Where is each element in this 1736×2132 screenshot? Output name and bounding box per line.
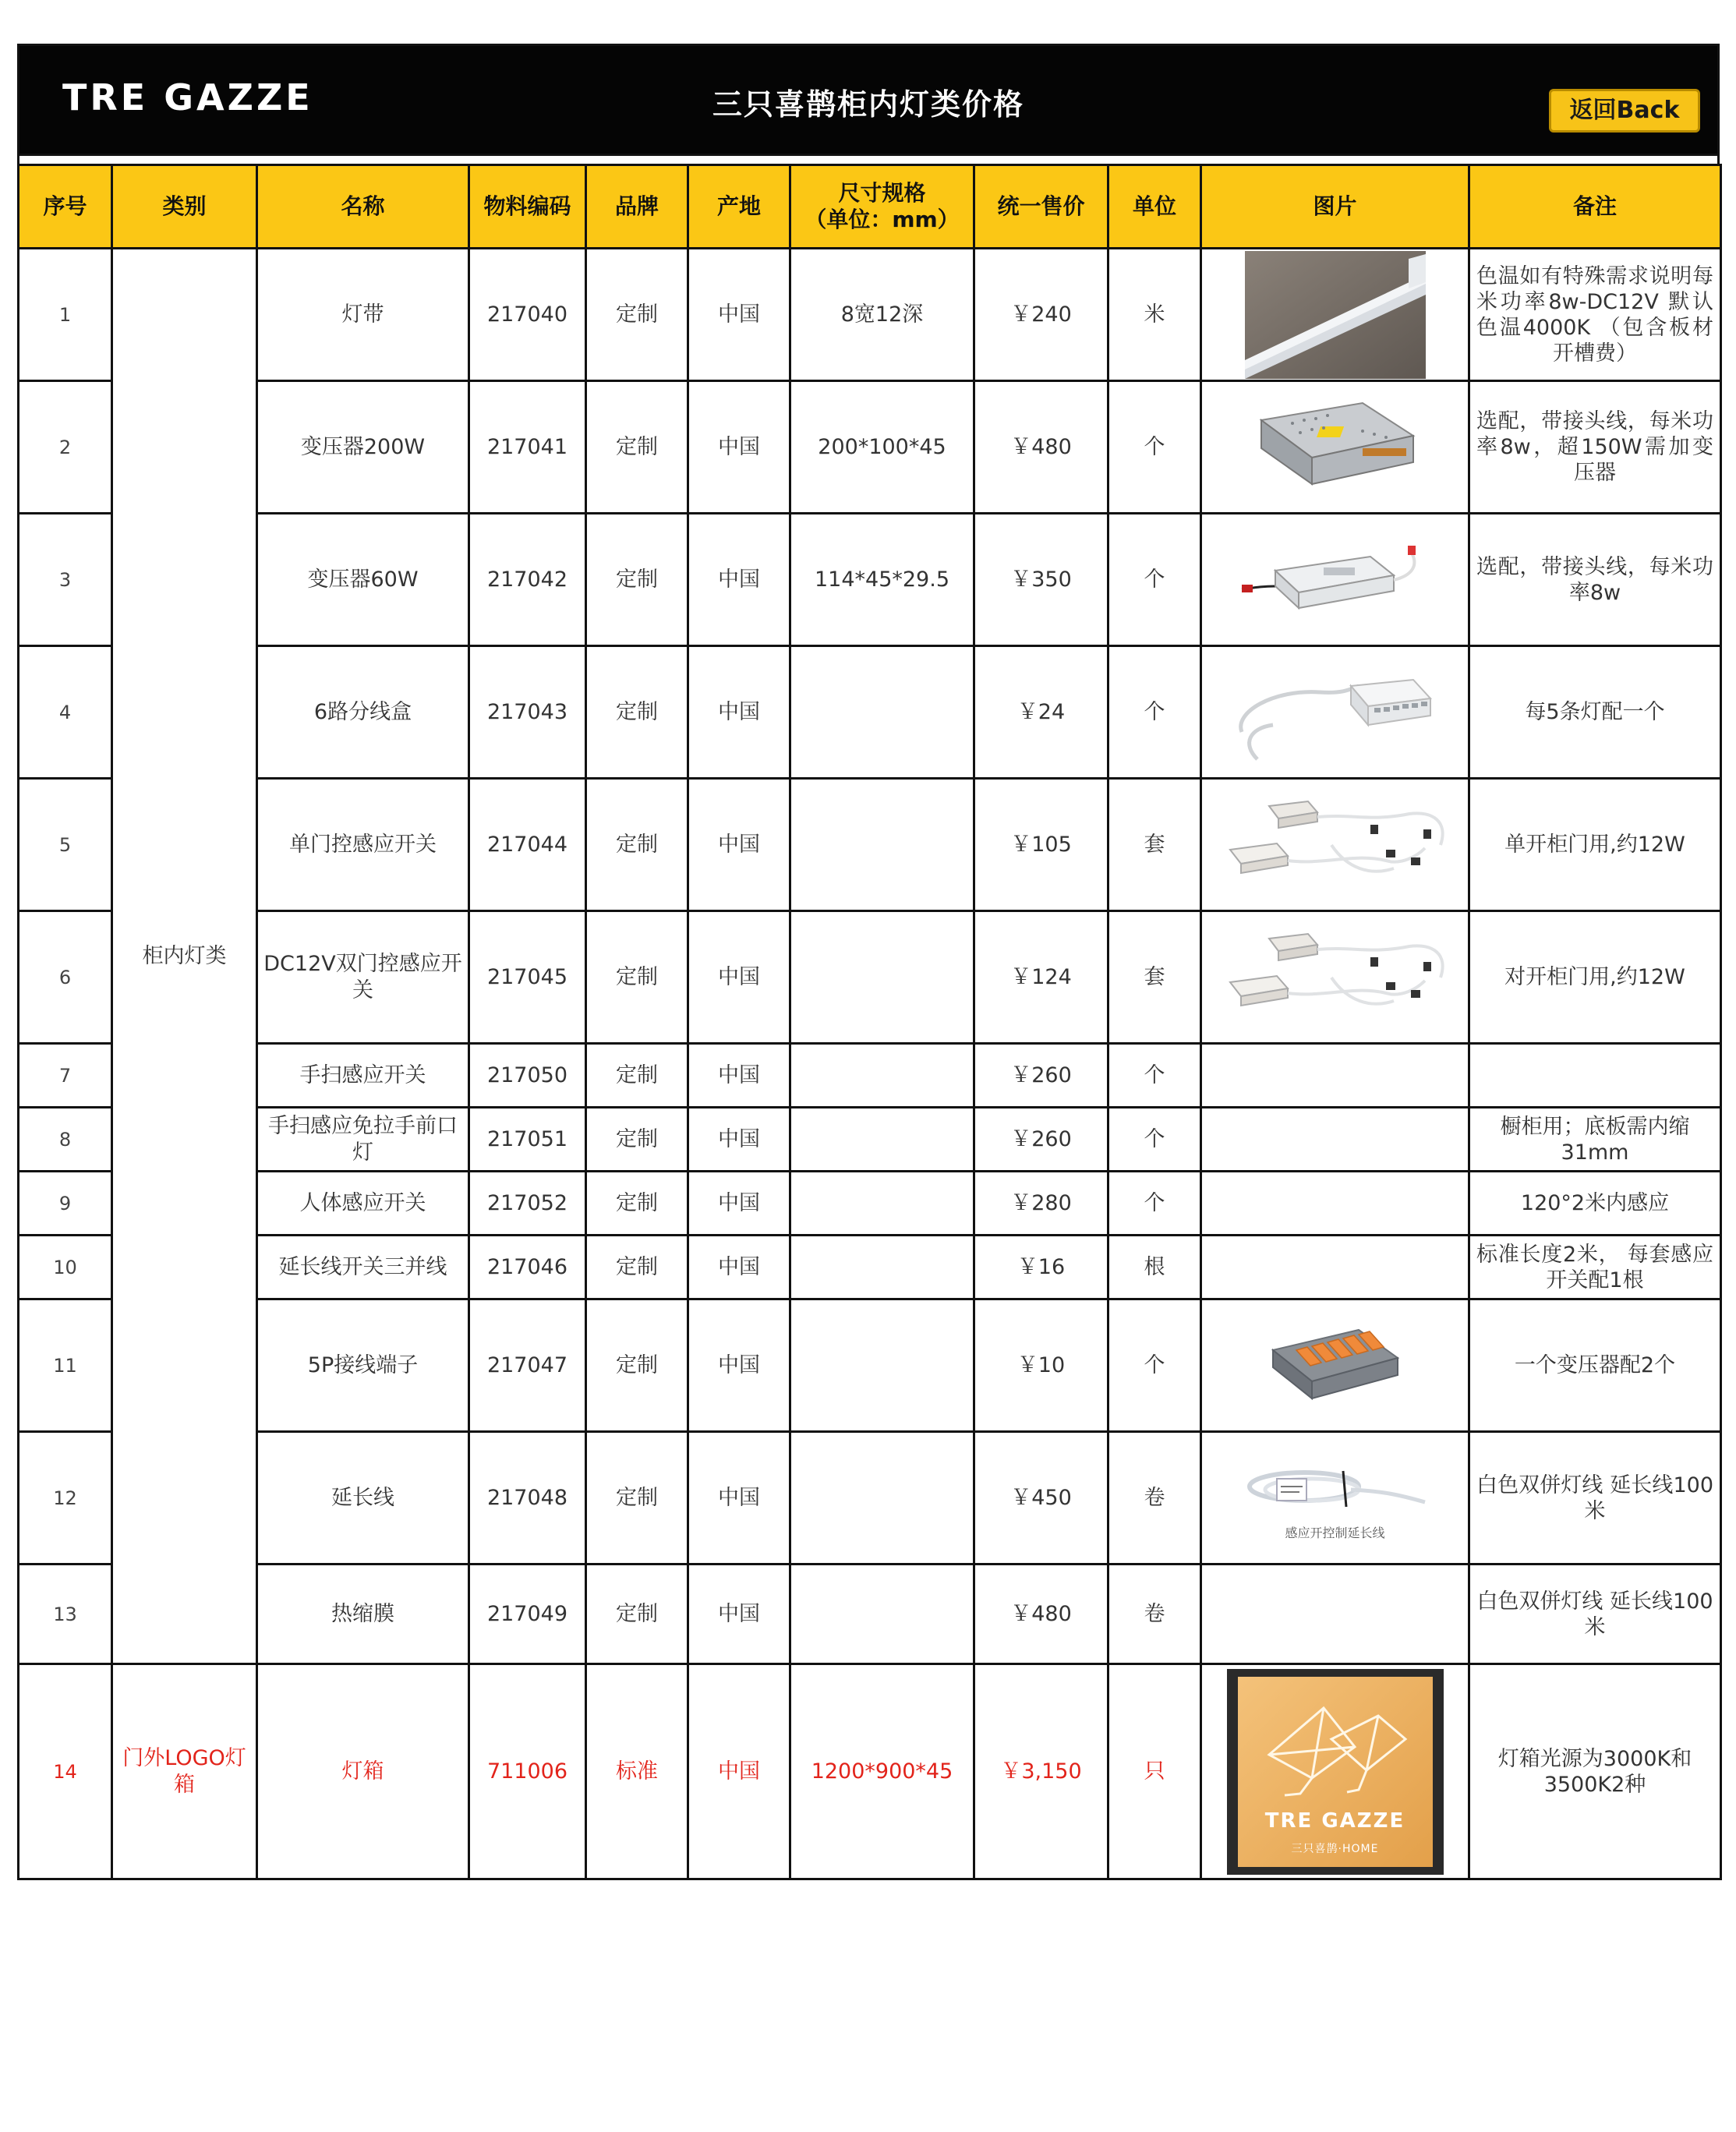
cell-price: ￥124 xyxy=(974,911,1108,1044)
cell-size xyxy=(790,779,974,911)
cell-code: 217051 xyxy=(469,1108,586,1172)
table-row xyxy=(19,646,1721,779)
cell-note: 橱柜用；底板需内缩31mm xyxy=(1469,1108,1721,1172)
cell-no: 13 xyxy=(19,1565,112,1664)
cell-name: 灯带 xyxy=(257,249,469,381)
cell-unit: 卷 xyxy=(1108,1432,1201,1565)
cell-unit: 个 xyxy=(1108,381,1201,514)
cell-unit: 套 xyxy=(1108,779,1201,911)
cell-origin: 中国 xyxy=(688,779,790,911)
cell-image xyxy=(1201,1044,1469,1108)
cell-origin: 中国 xyxy=(688,249,790,381)
cell-code: 217043 xyxy=(469,646,586,779)
cell-size xyxy=(790,1432,974,1565)
cell-origin: 中国 xyxy=(688,1044,790,1108)
transformer-60w-image xyxy=(1238,541,1433,619)
col-category: 类别 xyxy=(112,165,257,249)
cell-unit: 个 xyxy=(1108,1108,1201,1172)
cell-note: 标准长度2米， 每套感应开关配1根 xyxy=(1469,1236,1721,1299)
cell-size: 200*100*45 xyxy=(790,381,974,514)
cell-brand: 定制 xyxy=(586,381,688,514)
cell-image xyxy=(1201,249,1469,381)
cell-unit: 卷 xyxy=(1108,1565,1201,1664)
junction-box-image xyxy=(1226,658,1444,767)
cell-brand: 标准 xyxy=(586,1664,688,1879)
table-row xyxy=(19,1432,1721,1565)
cell-brand: 定制 xyxy=(586,1108,688,1172)
col-image: 图片 xyxy=(1201,165,1469,249)
cell-origin: 中国 xyxy=(688,1664,790,1879)
cell-unit: 个 xyxy=(1108,646,1201,779)
cell-code: 217041 xyxy=(469,381,586,514)
cell-unit: 个 xyxy=(1108,1172,1201,1236)
cell-no: 7 xyxy=(19,1044,112,1108)
table-row xyxy=(19,1664,1721,1879)
col-code: 物料编码 xyxy=(469,165,586,249)
cell-image xyxy=(1201,911,1469,1044)
double-door-switch-image xyxy=(1214,923,1456,1032)
cell-price: ￥280 xyxy=(974,1172,1108,1236)
cell-note: 每5条灯配一个 xyxy=(1469,646,1721,779)
lightbox-subtext: 三只喜鹊·HOME xyxy=(1291,1842,1379,1855)
cell-image xyxy=(1201,1299,1469,1432)
cell-price: ￥450 xyxy=(974,1432,1108,1565)
cell-unit: 个 xyxy=(1108,1044,1201,1108)
cell-no: 14 xyxy=(19,1664,112,1879)
cell-price: ￥3,150 xyxy=(974,1664,1108,1879)
cell-no: 5 xyxy=(19,779,112,911)
cell-code: 217045 xyxy=(469,911,586,1044)
cell-origin: 中国 xyxy=(688,514,790,646)
table-row xyxy=(19,911,1721,1044)
extension-cable-image xyxy=(1242,1455,1429,1526)
cell-size xyxy=(790,911,974,1044)
cell-size xyxy=(790,646,974,779)
cell-note: 单开柜门用,约12W xyxy=(1469,779,1721,911)
cell-no: 8 xyxy=(19,1108,112,1172)
cell-no: 12 xyxy=(19,1432,112,1565)
cell-origin: 中国 xyxy=(688,1565,790,1664)
cell-note: 对开柜门用,约12W xyxy=(1469,911,1721,1044)
cell-image xyxy=(1201,646,1469,779)
cell-origin: 中国 xyxy=(688,1108,790,1172)
cell-size: 1200*900*45 xyxy=(790,1664,974,1879)
cable-caption: 感应开控制延长线 xyxy=(1285,1525,1385,1540)
cell-image xyxy=(1201,1108,1469,1172)
table-row xyxy=(19,1565,1721,1664)
col-unit: 单位 xyxy=(1108,165,1201,249)
cell-image xyxy=(1201,1664,1469,1879)
table-row xyxy=(19,779,1721,911)
cell-origin: 中国 xyxy=(688,646,790,779)
cell-code: 217048 xyxy=(469,1432,586,1565)
cell-no: 6 xyxy=(19,911,112,1044)
cell-price: ￥480 xyxy=(974,381,1108,514)
cell-brand: 定制 xyxy=(586,249,688,381)
cell-code: 217050 xyxy=(469,1044,586,1108)
cell-name: 灯箱 xyxy=(257,1664,469,1879)
cell-origin: 中国 xyxy=(688,911,790,1044)
cell-brand: 定制 xyxy=(586,514,688,646)
cell-price: ￥480 xyxy=(974,1565,1108,1664)
cell-size xyxy=(790,1299,974,1432)
cell-name: 6路分线盒 xyxy=(257,646,469,779)
cell-note: 灯箱光源为3000K和3500K2种 xyxy=(1469,1664,1721,1879)
cell-unit: 个 xyxy=(1108,514,1201,646)
page-title: 三只喜鹊柜内灯类价格 xyxy=(712,87,1024,122)
cell-price: ￥10 xyxy=(974,1299,1108,1432)
cell-note: 色温如有特殊需求说明每米功率8w-DC12V 默认色温4000K （包含板材开槽费） xyxy=(1469,249,1721,381)
cell-origin: 中国 xyxy=(688,1299,790,1432)
cell-price: ￥24 xyxy=(974,646,1108,779)
cell-brand: 定制 xyxy=(586,1299,688,1432)
cell-origin: 中国 xyxy=(688,1172,790,1236)
cell-brand: 定制 xyxy=(586,911,688,1044)
cell-name: 变压器60W xyxy=(257,514,469,646)
cell-brand: 定制 xyxy=(586,1236,688,1299)
cell-name: 手扫感应免拉手前口灯 xyxy=(257,1108,469,1172)
cell-name: 热缩膜 xyxy=(257,1565,469,1664)
cell-image xyxy=(1201,779,1469,911)
cell-code: 217047 xyxy=(469,1299,586,1432)
cell-brand: 定制 xyxy=(586,1432,688,1565)
cell-code: 217040 xyxy=(469,249,586,381)
terminal-image xyxy=(1257,1319,1413,1412)
cell-no: 10 xyxy=(19,1236,112,1299)
cell-no: 1 xyxy=(19,249,112,381)
cell-note: 白色双併灯线 延长线100米 xyxy=(1469,1432,1721,1565)
cell-image xyxy=(1201,514,1469,646)
cell-brand: 定制 xyxy=(586,1172,688,1236)
cell-name: 5P接线端子 xyxy=(257,1299,469,1432)
led-strip-image xyxy=(1245,251,1426,379)
cell-size: 8宽12深 xyxy=(790,249,974,381)
cell-price: ￥16 xyxy=(974,1236,1108,1299)
col-size xyxy=(790,165,974,249)
table-row xyxy=(19,1044,1721,1108)
price-sheet xyxy=(17,44,1720,1880)
cell-code: 217042 xyxy=(469,514,586,646)
cell-no: 4 xyxy=(19,646,112,779)
back-button[interactable]: 返回Back xyxy=(1549,89,1700,133)
cell-code: 217044 xyxy=(469,779,586,911)
col-no: 序号 xyxy=(19,165,112,249)
cell-name: DC12V双门控感应开关 xyxy=(257,911,469,1044)
cell-image xyxy=(1201,381,1469,514)
table-row xyxy=(19,514,1721,646)
cell-name: 单门控感应开关 xyxy=(257,779,469,911)
header-gap xyxy=(17,156,1720,164)
cell-brand: 定制 xyxy=(586,646,688,779)
cell-size xyxy=(790,1236,974,1299)
cell-size xyxy=(790,1108,974,1172)
header-bar xyxy=(17,44,1720,156)
cell-category: 柜内灯类 xyxy=(112,249,257,1664)
cell-code: 217052 xyxy=(469,1172,586,1236)
cell-size xyxy=(790,1172,974,1236)
table-row xyxy=(19,1236,1721,1299)
cell-size xyxy=(790,1565,974,1664)
cell-no: 2 xyxy=(19,381,112,514)
cell-note: 选配，带接头线，每米功率8w，超150W需加变压器 xyxy=(1469,381,1721,514)
col-size-line2: （单位：mm） xyxy=(804,207,960,232)
cell-size: 114*45*29.5 xyxy=(790,514,974,646)
cell-origin: 中国 xyxy=(688,1432,790,1565)
col-brand: 品牌 xyxy=(586,165,688,249)
cell-price: ￥240 xyxy=(974,249,1108,381)
cell-origin: 中国 xyxy=(688,381,790,514)
lightbox-logo-text: TRE GAZZE xyxy=(1264,1808,1405,1833)
col-price: 统一售价 xyxy=(974,165,1108,249)
col-size-line1: 尺寸规格 xyxy=(838,180,926,206)
cell-unit: 个 xyxy=(1108,1299,1201,1432)
cell-name: 变压器200W xyxy=(257,381,469,514)
cell-unit: 只 xyxy=(1108,1664,1201,1879)
door-switch-image xyxy=(1214,790,1456,900)
table-row xyxy=(19,249,1721,381)
transformer-200w-image xyxy=(1246,397,1425,498)
cell-brand: 定制 xyxy=(586,1565,688,1664)
lightbox-panel xyxy=(1238,1677,1433,1867)
table-row xyxy=(19,381,1721,514)
cell-note xyxy=(1469,1044,1721,1108)
table-row xyxy=(19,1299,1721,1432)
table-row xyxy=(19,1108,1721,1172)
table-header-row xyxy=(19,165,1721,249)
cell-image xyxy=(1201,1172,1469,1236)
col-name: 名称 xyxy=(257,165,469,249)
table-row xyxy=(19,1172,1721,1236)
cell-category: 门外LOGO灯箱 xyxy=(112,1664,257,1879)
cell-image xyxy=(1201,1432,1469,1565)
bird-logo-icon xyxy=(1238,1692,1433,1809)
cell-note: 一个变压器配2个 xyxy=(1469,1299,1721,1432)
cell-unit: 米 xyxy=(1108,249,1201,381)
cell-size xyxy=(790,1044,974,1108)
cell-unit: 根 xyxy=(1108,1236,1201,1299)
cell-image xyxy=(1201,1565,1469,1664)
cell-price: ￥260 xyxy=(974,1108,1108,1172)
cell-price: ￥260 xyxy=(974,1044,1108,1108)
cell-name: 延长线 xyxy=(257,1432,469,1565)
logo-text: TRE GAZZE xyxy=(62,76,313,118)
price-table xyxy=(17,164,1722,1880)
cell-no: 11 xyxy=(19,1299,112,1432)
cell-name: 人体感应开关 xyxy=(257,1172,469,1236)
cell-brand: 定制 xyxy=(586,779,688,911)
col-origin: 产地 xyxy=(688,165,790,249)
cell-no: 9 xyxy=(19,1172,112,1236)
cell-name: 延长线开关三并线 xyxy=(257,1236,469,1299)
cell-price: ￥105 xyxy=(974,779,1108,911)
cell-code: 217046 xyxy=(469,1236,586,1299)
cell-no: 3 xyxy=(19,514,112,646)
cell-note: 选配，带接头线，每米功率8w xyxy=(1469,514,1721,646)
cell-unit: 套 xyxy=(1108,911,1201,1044)
col-note: 备注 xyxy=(1469,165,1721,249)
cell-code: 711006 xyxy=(469,1664,586,1879)
cell-code: 217049 xyxy=(469,1565,586,1664)
lightbox-image xyxy=(1227,1669,1444,1875)
cell-price: ￥350 xyxy=(974,514,1108,646)
cell-note: 白色双併灯线 延长线100米 xyxy=(1469,1565,1721,1664)
cell-name: 手扫感应开关 xyxy=(257,1044,469,1108)
cell-brand: 定制 xyxy=(586,1044,688,1108)
cell-image xyxy=(1201,1236,1469,1299)
cell-origin: 中国 xyxy=(688,1236,790,1299)
cell-note: 120°2米内感应 xyxy=(1469,1172,1721,1236)
